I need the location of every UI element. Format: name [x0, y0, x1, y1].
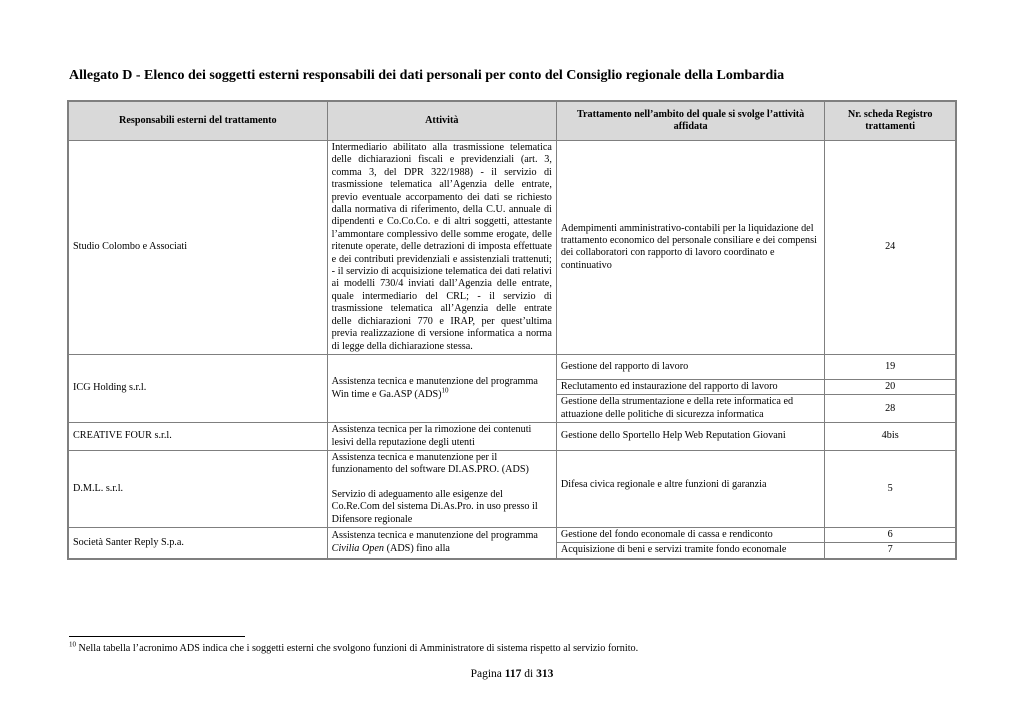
row-treatment: Acquisizione di beni e servizi tramite fondo economale — [556, 543, 824, 559]
row-name: ICG Holding s.r.l. — [68, 354, 327, 422]
row-nr: 5 — [825, 450, 956, 527]
footnote-separator — [69, 636, 245, 637]
row-nr: 24 — [825, 141, 956, 355]
table-header-row — [68, 101, 956, 141]
row-nr: 28 — [825, 395, 956, 423]
row-activity — [327, 354, 556, 422]
row-name: CREATIVE FOUR s.r.l. — [68, 423, 327, 451]
footnote-ref: 10 — [441, 386, 449, 395]
row-activity — [327, 450, 556, 527]
header-nr-scheda: Nr. scheda Registro trattamenti — [825, 101, 956, 141]
row-treatment: Adempimenti amministrativo-contabili per la liquidazione del trattamento economico del personale consiliare e dei compensi dei collaboratori con rapporto di lavoro coordinato e continuativo — [556, 141, 824, 355]
table-row — [68, 141, 956, 355]
header-trattamento: Trattamento nell’ambito del quale si svolge l’attività affidata — [556, 101, 824, 141]
page-number — [0, 668, 1024, 680]
activity-text: Assistenza tecnica e manutenzione per il funzionamento del software DI.AS.PRO. (ADS) — [331, 451, 529, 476]
activity-text: Assistenza tecnica e manutenzione del programma Win time e Ga.ASP (ADS) — [331, 376, 538, 400]
footnote-number: 10 — [69, 640, 76, 649]
row-activity: Intermediario abilitato alla trasmissione telematica delle dichiarazioni fiscali e previdenziali (art. 3, comma 3, del DPR 322/1988) - il servizio di trasmissione telematica all’Agenzia delle entrate, previo eventuale accorpamento dei dati se richiesto dalla normativa di riferimento, della C.U. annuale di dipendenti e Co.Co.Co. e di altri soggetti, attestante l’ammontare complessivo delle somme erogate, delle ritenute operate, delle detrazioni di imposta effettuate e dei contributi previdenziali e assistenziali trattenuti; - il servizio di acquisizione telematica dei dati relativi ai modelli 730/4 inviati dall’Agenzia delle entrate, quale intermediario del CRL; - il servizio di trasmissione telematica all’Agenzia delle entrate delle dichiarazioni 770 e IRAP, per quest’ultima previa realizzazione di versione informatica a norma di legge della dichiarazione stessa. — [327, 141, 556, 355]
table-row — [68, 450, 956, 527]
row-name: Società Santer Reply S.p.a. — [68, 527, 327, 558]
activity-text: Assistenza tecnica e manutenzione del programma — [331, 530, 538, 542]
header-attivita: Attività — [327, 101, 556, 141]
footnote — [69, 640, 639, 654]
row-nr: 4bis — [825, 423, 956, 451]
row-treatment: Difesa civica regionale e altre funzioni di garanzia — [556, 450, 824, 527]
row-nr: 19 — [825, 354, 956, 379]
footnote-text: Nella tabella l’acronimo ADS indica che i soggetti esterni che svolgono funzioni di Amministratore di sistema rispetto al servizio fornito. — [78, 643, 639, 654]
row-treatment: Gestione del rapporto di lavoro — [556, 354, 824, 379]
row-treatment: Gestione dello Sportello Help Web Reputation Giovani — [556, 423, 824, 451]
row-treatment: Gestione della strumentazione e della rete informatica ed attuazione delle politiche di sicurezza informatica — [556, 395, 824, 423]
pager-current: 117 — [504, 668, 522, 680]
row-nr: 6 — [825, 527, 956, 542]
row-name: Studio Colombo e Associati — [68, 141, 327, 355]
activity-program-name: Civilia Open — [331, 542, 385, 554]
table-row — [68, 423, 956, 451]
row-activity — [327, 527, 556, 558]
pager-total: 313 — [536, 668, 554, 680]
table-row — [68, 527, 956, 542]
row-activity: Assistenza tecnica per la rimozione dei contenuti lesivi della reputazione degli utenti — [327, 423, 556, 451]
header-responsabili: Responsabili esterni del trattamento — [68, 101, 327, 141]
page-title: Allegato D - Elenco dei soggetti esterni responsabili dei dati personali per conto del Consiglio regionale della Lombardia — [69, 68, 785, 83]
table-row — [68, 354, 956, 379]
row-treatment: Gestione del fondo economale di cassa e rendiconto — [556, 527, 824, 542]
pager-prefix: Pagina — [470, 668, 502, 680]
row-name: D.M.L. s.r.l. — [68, 450, 327, 527]
row-nr: 7 — [825, 543, 956, 559]
activity-text: (ADS) fino alla — [386, 542, 450, 554]
data-processors-table — [67, 100, 957, 560]
row-treatment: Reclutamento ed instaurazione del rapporto di lavoro — [556, 379, 824, 394]
pager-separator: di — [524, 668, 534, 680]
row-nr: 20 — [825, 379, 956, 394]
activity-text: Servizio di adeguamento alle esigenze del Co.Re.Com del sistema Di.As.Pro. in uso presso il Difensore regionale — [331, 488, 538, 525]
